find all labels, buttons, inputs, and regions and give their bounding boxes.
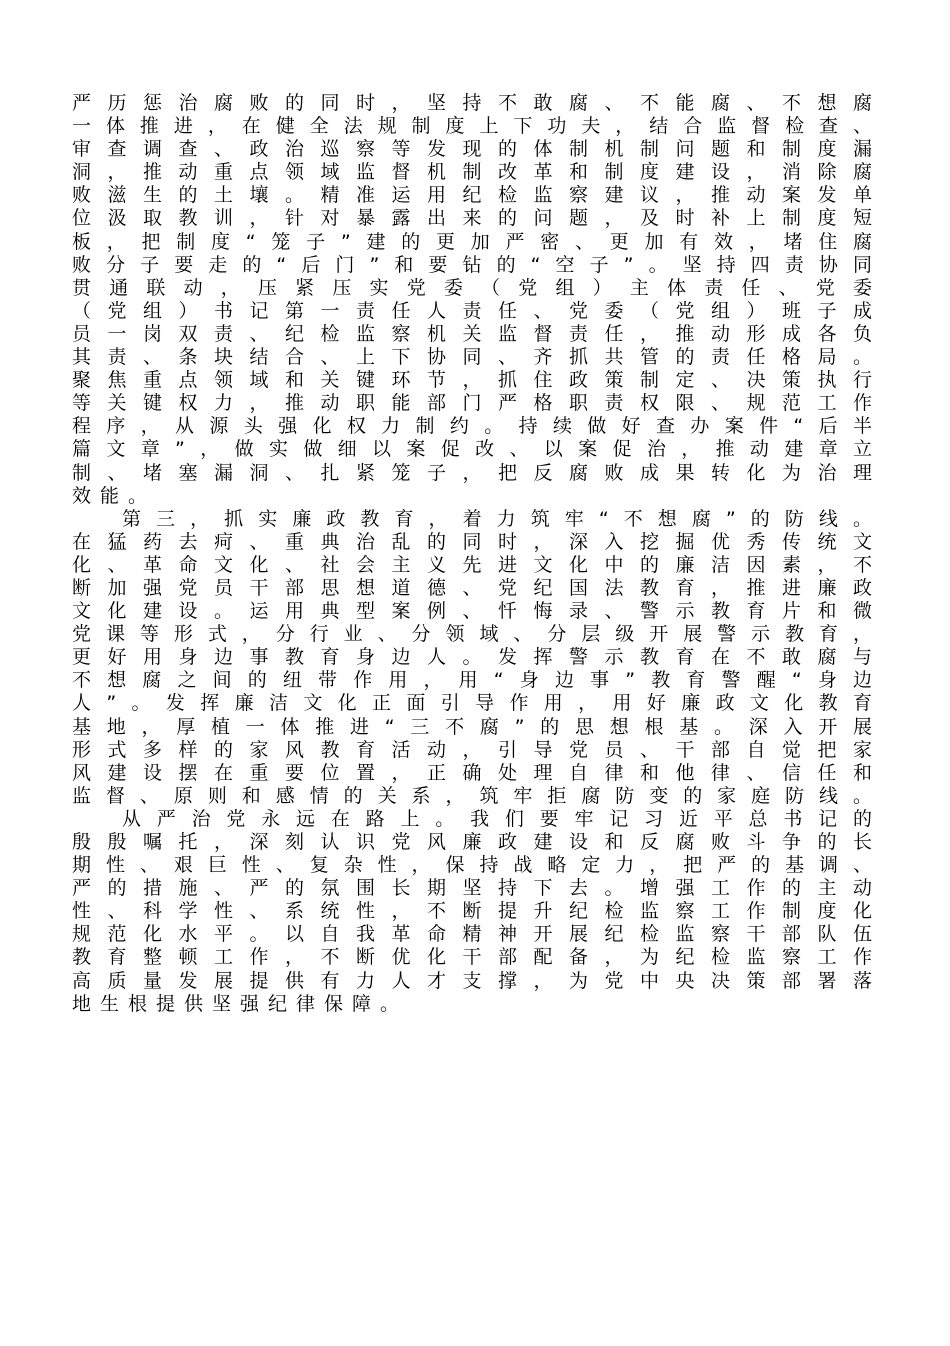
text-line: 高质量发展提供有力人才支撑，为党中央决策部署落	[72, 969, 872, 992]
text-line: （党组）书记第一责任人责任、党委（党组）班子成	[72, 299, 872, 322]
text-line: 篇文章”，做实做细以案促改、以案促治，推动建章立	[72, 438, 872, 461]
text-line: 严的措施、严的氛围长期坚持下去。增强工作的主动	[72, 877, 872, 900]
text-line: 规范化水平。以自我革命精神开展纪检监察干部队伍	[72, 923, 872, 946]
text-line: 其责、条块结合、上下协同、齐抓共管的责任格局。	[72, 346, 872, 369]
text-line: 性、科学性、系统性，不断提升纪检监察工作制度化	[72, 900, 872, 923]
text-line: 基地，厚植一体推进“三不腐”的思想根基。深入开展	[72, 715, 872, 738]
text-line: 效能。	[72, 484, 157, 507]
text-line: 贯通联动，压紧压实党委（党组）主体责任、党委	[72, 276, 872, 299]
text-line: 党课等形式，分行业、分领域、分层级开展警示教育，	[72, 623, 872, 646]
text-line: 程序，从源头强化权力制约。持续做好查办案件“后半	[72, 415, 872, 438]
text-line: 制、堵塞漏洞、扎紧笼子，把反腐败成果转化为治理	[72, 461, 872, 484]
text-line: 严历惩治腐败的同时，坚持不敢腐、不能腐、不想腐	[72, 92, 872, 114]
text-line: 败滋生的土壤。精准运用纪检监察建议，推动案发单	[72, 184, 872, 207]
text-line: 更好用身边事教育身边人。发挥警示教育在不敢腐与	[72, 646, 872, 669]
text-line: 员一岗双责、纪检监察机关监督责任，推动形成各负	[72, 322, 872, 345]
text-line: 一体推进，在健全法规制度上下功夫，结合监督检查、	[72, 115, 872, 138]
paragraph-start-line: 第三，抓实廉政教育，着力筑牢“不想腐”的防线。	[122, 507, 872, 530]
text-line: 监督、原则和感情的关系，筑牢拒腐防变的家庭防线。	[72, 784, 872, 807]
text-line: 断加强党员干部思想道德、党纪国法教育，推进廉政	[72, 576, 872, 599]
text-line: 期性、艰巨性、复杂性，保持战略定力，把严的基调、	[72, 854, 872, 877]
text-line: 板，把制度“笼子”建的更加严密、更加有效，堵住腐	[72, 230, 872, 253]
text-line: 教育整顿工作，不断优化干部配备，为纪检监察工作	[72, 946, 872, 969]
text-line: 化、革命文化、社会主义先进文化中的廉洁因素，不	[72, 553, 872, 576]
text-line: 形式多样的家风教育活动，引导党员、干部自觉把家	[72, 738, 872, 761]
text-line: 位汲取教训，针对暴露出来的问题，及时补上制度短	[72, 207, 872, 230]
text-line: 等关键权力，推动职能部门严格职责权限、规范工作	[72, 392, 872, 415]
text-line: 聚焦重点领域和关键环节，抓住政策制定、决策执行	[72, 369, 872, 392]
body-text	[72, 92, 872, 1016]
text-line: 地生根提供坚强纪律保障。	[72, 992, 409, 1015]
text-line: 在猛药去疴、重典治乱的同时，深入挖掘优秀传统文	[72, 530, 872, 553]
text-line: 文化建设。运用典型案例、忏悔录、警示教育片和微	[72, 600, 872, 623]
paragraph-start-line: 从严治党永远在路上。我们要牢记习近平总书记的	[122, 807, 872, 830]
text-line: 洞，推动重点领域监督机制改革和制度建设，消除腐	[72, 161, 872, 184]
text-line: 风建设摆在重要位置，正确处理自律和他律、信任和	[72, 761, 872, 784]
text-line: 败分子要走的“后门”和要钻的“空子”。坚持四责协同	[72, 253, 872, 276]
text-line: 人”。发挥廉洁文化正面引导作用，用好廉政文化教育	[72, 692, 872, 715]
text-line: 审查调查、政治巡察等发现的体制机制问题和制度漏	[72, 138, 872, 161]
text-line: 不想腐之间的纽带作用，用“身边事”教育警醒“身边	[72, 669, 872, 692]
text-line: 殷殷嘱托，深刻认识党风廉政建设和反腐败斗争的长	[72, 831, 872, 853]
